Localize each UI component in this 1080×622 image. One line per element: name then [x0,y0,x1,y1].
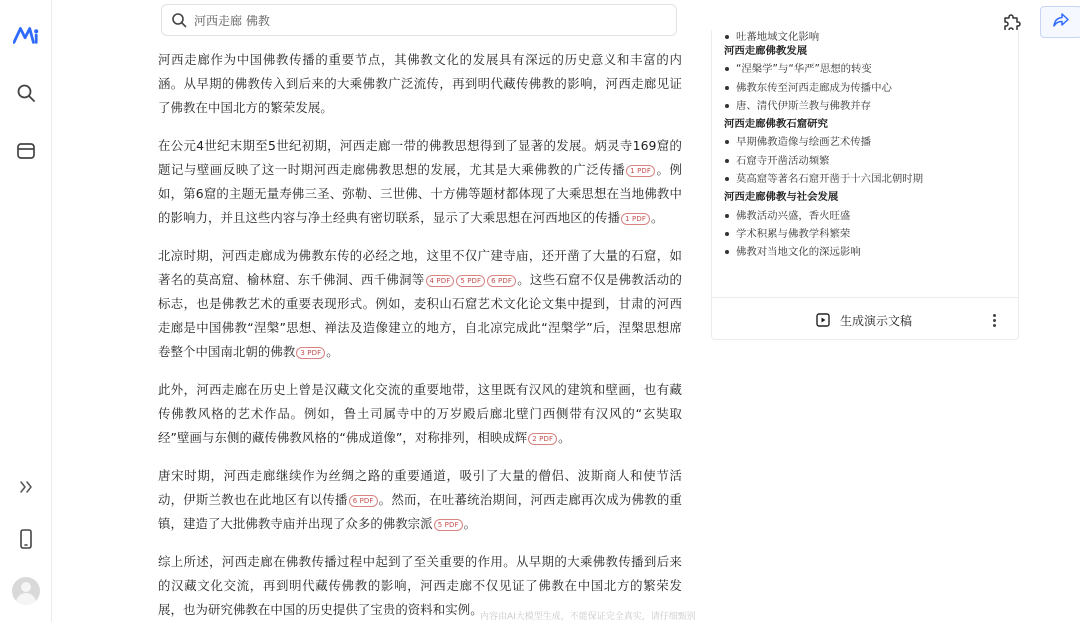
paragraph-text: 。这些石窟不仅是佛教活动的标志，也是佛教艺术的重要表现形式。例如，麦积山石窟艺术文化论文集中提到，甘肃的河西走廊是中国佛教“涅槃”思想、禅法及造像建立的地方，自北凉完成此“涅槃学”后，涅槃思想席卷整个中国南北朝的佛教 [158,272,682,359]
brand-logo-icon[interactable] [13,22,39,48]
search-input[interactable] [194,13,654,27]
outline-list [724,28,1014,262]
outline-section-title[interactable]: 河西走廊佛教与社会发展 [724,191,839,204]
citation-badge[interactable]: 5 PDF [434,519,463,531]
window-icon[interactable] [13,138,39,164]
ai-disclaimer: 内容由AI大模型生成，不能保证完全真实，请仔细甄别 [480,612,696,622]
paragraph-5 [158,464,682,536]
outline-item[interactable]: 早期佛教造像与绘画艺术传播 [724,133,1014,151]
share-icon [1052,11,1070,33]
citation-badge[interactable]: 6 PDF [349,495,378,507]
outline-item[interactable]: 唐、清代伊斯兰教与佛教并存 [724,97,1014,115]
citation-badge[interactable]: 1 PDF [621,213,650,225]
paragraph-1 [158,48,682,120]
paragraph-text: 北凉时期，河西走廊成为佛教东传的必经之地，这里不仅广建寺庙，还开凿了大量的石窟，如著名的莫高窟、榆林窟、东千佛洞、西千佛洞等 [158,248,682,287]
paragraph-text: 在公元4世纪末期至5世纪初期，河西走廊一带的佛教思想得到了显著的发展。炳灵寺169窟的题记与壁画反映了这一时期河西走廊佛教思想的发展，尤其是大乘佛教的广泛传播 [158,138,682,177]
citation-badge[interactable]: 4 PDF [426,275,455,287]
paragraph-text: 。然而，在吐蕃统治期间，河西走廊再次成为佛教的重镇，建造了大批佛教寺庙并出现了众多的佛教宗派 [158,492,683,531]
outline-item[interactable]: 佛教活动兴盛，香火旺盛 [724,207,1014,225]
paragraph-text: 此外，河西走廊在历史上曾是汉藏文化交流的重要地带，这里既有汉风的建筑和壁画，也有藏传佛教风格的艺术作品。例如，鲁土司属寺中的万岁殿后廊北壁门西侧带有汉风的“玄奘取经”壁画与东侧的藏传佛教风格的“佛成道像”，对称排列，相映成辉 [158,382,682,445]
outline-section-title[interactable]: 河西走廊佛教发展 [724,45,808,57]
outline-item[interactable]: “涅槃学”与“华严”思想的转变 [724,60,1014,78]
citation-badge[interactable]: 2 PDF [528,433,557,445]
paragraph-text: 河西走廊作为中国佛教传播的重要节点，其佛教文化的发展具有深远的历史意义和丰富的内涵。从早期的佛教传入到后来的大乘佛教广泛流传，再到明代藏传佛教的影响，河西走廊见证了佛教在中国北方的繁荣发展。 [158,52,682,115]
paragraph-text: 。 [463,516,477,531]
search-icon [170,11,188,29]
left-sidebar [0,0,52,622]
paragraph-text: 综上所述，河西走廊在佛教传播过程中起到了至关重要的作用。从早期的大乘佛教传播到后来的汉藏文化交流，再到明代藏传佛教的影响，河西走廊不仅见证了佛教在中国北方的繁荣发展，也为研究佛教在中国的历史提供了宝贵的资料和实例。 [158,554,682,617]
avatar-icon[interactable] [12,577,40,605]
presentation-icon [816,313,830,327]
outline-panel [711,30,1019,340]
generate-presentation-label: 生成演示文稿 [840,313,913,328]
paragraph-text: 。 [326,344,339,359]
paragraph-text: 。 [650,210,664,225]
outline-item[interactable]: 佛教东传至河西走廊成为传播中心 [724,79,1014,97]
outline-item[interactable]: 吐蕃地域文化影响 [724,28,1014,42]
generate-presentation-button[interactable] [816,310,912,330]
citation-badge[interactable]: 5 PDF [456,275,485,287]
paragraph-2 [158,134,682,230]
outline-section-title[interactable]: 河西走廊佛教石窟研究 [724,118,828,131]
outline-item[interactable]: 学术积累与佛教学科繁荣 [724,225,1014,243]
citation-badge[interactable]: 3 PDF [296,347,325,359]
paragraph-3 [158,244,682,364]
phone-icon[interactable] [13,526,39,552]
search-bar [161,4,677,36]
outline-item[interactable]: 佛教对当地文化的深远影响 [724,243,1014,261]
citation-badge[interactable]: 6 PDF [487,275,516,287]
paragraph-text: 。 [558,430,571,445]
share-button[interactable] [1040,6,1080,38]
expand-icon[interactable] [13,474,39,500]
outline-item[interactable]: 石窟寺开凿活动频繁 [724,152,1014,170]
paragraph-4 [158,378,682,450]
outline-item[interactable]: 莫高窟等著名石窟开凿于十六国北朝时期 [724,170,1014,188]
more-icon[interactable] [988,310,1000,330]
citation-badge[interactable]: 1 PDF [626,165,655,177]
divider [712,297,1018,298]
answer-article [158,48,682,622]
paragraph-text: 唐宋时期，河西走廊继续作为丝绸之路的重要通道，吸引了大量的僧侣、波斯商人和使节活动，伊斯兰教也在此地区有以传播 [158,468,682,507]
search-icon[interactable] [13,80,39,106]
paragraph-text: 。例如，第6窟的主题无量寿佛三圣、弥勒、三世佛、十方佛等题材都体现了大乘思想在当地佛教中的影响力，并且这些内容与净土经典有密切联系，显示了大乘思想在河西地区的传播 [158,162,682,225]
